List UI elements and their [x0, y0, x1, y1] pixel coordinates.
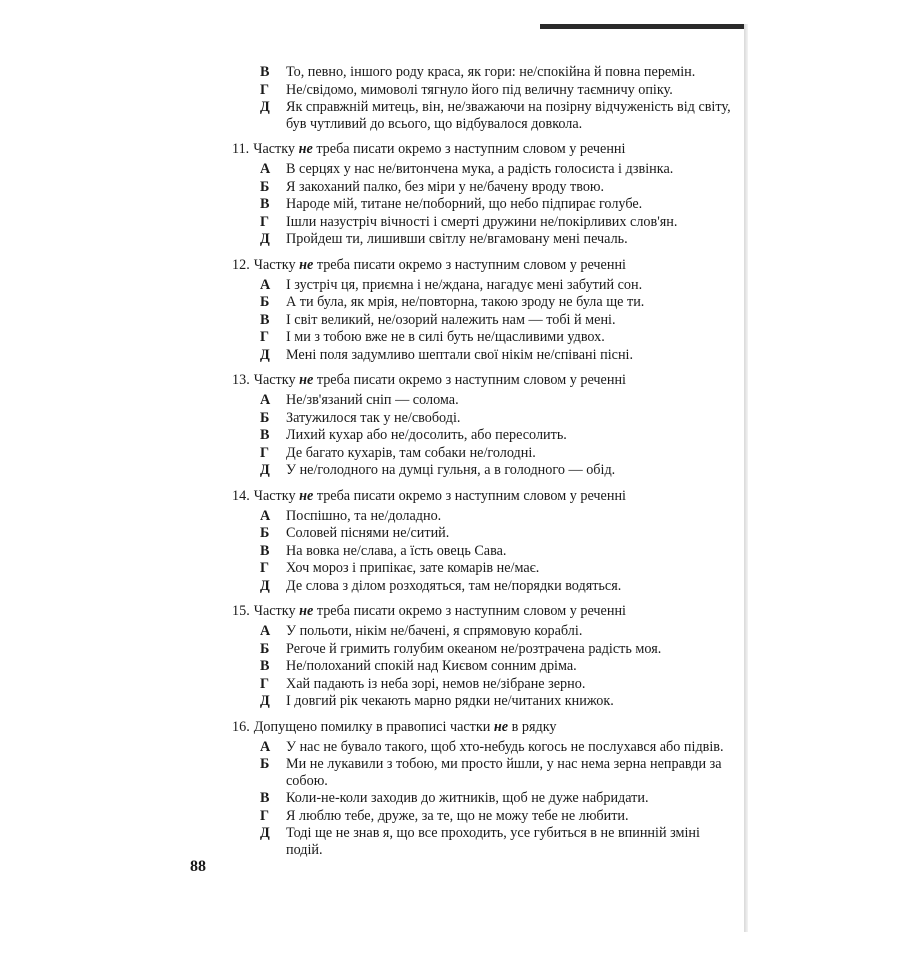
question-particle: не: [299, 487, 314, 504]
option-row: [260, 808, 737, 825]
option-text: Не/свідомо, мимоволі тягнуло його під величну таємничу опіку.: [286, 81, 673, 98]
option-letter: Г: [260, 807, 270, 824]
option-row: [260, 277, 737, 294]
option-text: На вовка не/слава, а їсть овець Сава.: [286, 542, 507, 559]
question-block: [232, 488, 737, 595]
option-text: Хоч мороз і припікає, зате комарів не/має.: [286, 560, 540, 576]
option-letter: В: [260, 658, 270, 674]
option-letter: Б: [260, 525, 270, 541]
option-text: Ішли назустріч вічності і смерті дружини не/покірливих слов'ян.: [286, 213, 678, 230]
question-particle: не: [493, 718, 509, 735]
question-prompt: [232, 141, 737, 158]
question-number: 13.: [232, 372, 250, 388]
question-particle: не: [299, 603, 314, 619]
option-letter: В: [260, 311, 270, 328]
option-letter: В: [260, 427, 270, 443]
option-letter: Д: [260, 693, 270, 709]
option-row: [260, 214, 737, 231]
question-block: [232, 372, 737, 479]
option-letter: Б: [260, 178, 270, 195]
option-row: [260, 462, 737, 479]
option-letter: Г: [260, 675, 270, 692]
option-text: А ти була, як мрія, не/повторна, такою зроду не була ще ти.: [286, 294, 645, 310]
option-row: [260, 756, 737, 789]
question-prompt: [232, 257, 737, 274]
option-text: Я закоханий палко, без міри у не/бачену вроду твою.: [286, 178, 605, 195]
option-letter: А: [260, 392, 271, 408]
question-block: [232, 603, 737, 710]
option-row: [260, 825, 737, 858]
question-block: [232, 719, 737, 859]
option-text: У не/голодного на думці гульня, а в голодного — обід.: [286, 462, 616, 478]
option-letter: Д: [260, 462, 270, 478]
option-letter: Б: [260, 640, 270, 657]
option-text: У нас не бувало такого, щоб хто-небудь когось не послухався або підвів.: [286, 738, 724, 755]
option-row: [260, 312, 737, 329]
option-text: Хай падають із неба зорі, немов не/зібране зерно.: [286, 675, 586, 692]
option-text: Коли-не-коли заходив до житників, щоб не дуже набридати.: [286, 790, 649, 806]
option-text: Як справжній митець, він, не/зважаючи на позірну відчуженість від світу, був чутливий до всього, що відбувалося довкола.: [286, 99, 731, 132]
option-letter: Д: [260, 825, 270, 841]
option-letter: Г: [260, 560, 270, 576]
option-text: В серцях у нас не/витончена мука, а радість голосиста і дзвінка.: [286, 161, 674, 177]
option-text: Я люблю тебе, друже, за те, що не можу тебе не любити.: [286, 807, 629, 824]
option-row: [260, 508, 737, 525]
option-letter: Б: [260, 294, 270, 310]
option-letter: В: [260, 196, 270, 212]
option-text: І довгий рік чекають марно рядки не/читаних книжок.: [286, 693, 614, 709]
option-letter: А: [260, 738, 271, 755]
question-prompt: [232, 488, 737, 505]
option-row: [260, 543, 737, 560]
option-text: Мені поля задумливо шептали свої нікім не/співані пісні.: [286, 346, 634, 363]
question-prompt: [232, 719, 737, 736]
option-letter: А: [260, 161, 271, 177]
option-text: Де слова з ділом розходяться, там не/порядки водяться.: [286, 577, 622, 594]
options-list: [260, 392, 737, 479]
option-row: [260, 294, 737, 311]
question-text-pre: Частку: [253, 141, 296, 157]
option-text: Поспішно, та не/доладно.: [286, 507, 442, 524]
option-row: [260, 623, 737, 640]
option-text: І ми з тобою вже не в силі буть не/щасливими удвох.: [286, 329, 605, 345]
question-text-pre: Частку: [253, 372, 296, 388]
questions-list: [232, 141, 737, 858]
option-text: Де багато кухарів, там собаки не/голодні.: [286, 444, 536, 461]
question-text-post: треба писати окремо з наступним словом у реченні: [316, 256, 626, 273]
option-row: [260, 179, 737, 196]
options-list: [260, 623, 737, 710]
option-letter: А: [260, 623, 271, 639]
option-letter: Г: [260, 329, 270, 345]
question-prompt: [232, 603, 737, 620]
question-number: 14.: [232, 487, 250, 504]
options-list: [260, 508, 737, 595]
option-row: [260, 82, 737, 99]
option-row: [260, 64, 737, 81]
option-text: Регоче й гримить голубим океаном не/розтрачена радість моя.: [286, 640, 662, 657]
option-row: [260, 347, 737, 364]
option-text: Народе мій, титане не/поборний, що небо підпирає голубе.: [286, 196, 643, 212]
option-row: [260, 329, 737, 346]
option-row: [260, 231, 737, 248]
options-list: [260, 277, 737, 364]
question-text-post: в рядку: [511, 718, 557, 735]
option-row: [260, 693, 737, 710]
option-row: [260, 658, 737, 675]
option-text: Лихий кухар або не/досолить, або пересолить.: [286, 427, 567, 443]
option-row: [260, 161, 737, 178]
option-letter: Д: [260, 346, 270, 363]
option-row: [260, 410, 737, 427]
option-letter: В: [260, 64, 270, 80]
page-content: [232, 64, 737, 859]
option-text: У польоти, нікім не/бачені, я спрямовую кораблі.: [286, 623, 583, 639]
page-top-bar: [540, 24, 744, 29]
option-letter: Д: [260, 231, 270, 247]
option-row: [260, 392, 737, 409]
option-row: [260, 578, 737, 595]
options-list: [260, 739, 737, 859]
option-row: [260, 525, 737, 542]
option-row: [260, 790, 737, 807]
option-letter: Д: [260, 577, 270, 594]
option-letter: Д: [260, 99, 270, 115]
option-row: [260, 427, 737, 444]
option-text: Затужилося так у не/свободі.: [286, 409, 461, 426]
options-list: [260, 161, 737, 248]
page-edge-shadow: [744, 24, 748, 932]
option-letter: Г: [260, 81, 270, 98]
question-text-post: треба писати окремо з наступним словом у реченні: [316, 372, 626, 388]
question-text-pre: Частку: [253, 256, 296, 273]
option-text: Тоді ще не знав я, що все проходить, усе губиться в не впинній зміні подій.: [286, 825, 700, 858]
question-text-post: треба писати окремо з наступним словом у реченні: [316, 141, 626, 157]
option-letter: Г: [260, 213, 270, 230]
question-text-pre: Частку: [253, 603, 296, 619]
option-letter: В: [260, 542, 270, 559]
question-block: [232, 141, 737, 248]
question-block: [232, 257, 737, 364]
option-letter: А: [260, 276, 271, 293]
question-text-pre: Допущено помилку в правописі частки: [253, 718, 491, 735]
question-number: 11.: [232, 141, 250, 157]
question-number: 15.: [232, 603, 250, 619]
option-row: [260, 676, 737, 693]
page-number: 88: [190, 858, 206, 875]
option-letter: Б: [260, 756, 270, 772]
question-number: 12.: [232, 256, 250, 273]
question-number: 16.: [232, 718, 250, 735]
option-text: І зустріч ця, приємна і не/ждана, нагадує мені забутий сон.: [286, 276, 643, 293]
option-text: То, певно, іншого роду краса, як гори: не/спокійна й повна перемін.: [286, 64, 696, 80]
question-text-post: треба писати окремо з наступним словом у реченні: [316, 603, 626, 619]
option-row: [260, 739, 737, 756]
option-row: [260, 560, 737, 577]
question-text-post: треба писати окремо з наступним словом у реченні: [316, 487, 626, 504]
option-row: [260, 641, 737, 658]
question-particle: не: [299, 372, 314, 388]
question-particle: не: [298, 141, 313, 157]
option-row: [260, 99, 737, 132]
question-particle: не: [299, 256, 314, 273]
option-letter: Б: [260, 409, 270, 426]
option-row: [260, 445, 737, 462]
option-row: [260, 196, 737, 213]
option-letter: Г: [260, 444, 270, 461]
option-letter: А: [260, 507, 271, 524]
option-text: Соловей піснями не/ситий.: [286, 525, 450, 541]
continued-options: [232, 64, 737, 132]
option-text: Не/полоханий спокій над Києвом сонним дріма.: [286, 658, 577, 674]
option-letter: В: [260, 790, 270, 806]
question-prompt: [232, 372, 737, 389]
option-text: Не/зв'язаний сніп — солома.: [286, 392, 459, 408]
option-text: Ми не лукавили з тобою, ми просто йшли, у нас нема зерна неправди за собою.: [286, 756, 722, 789]
question-text-pre: Частку: [253, 487, 296, 504]
option-text: І світ великий, не/озорий належить нам — тобі й мені.: [286, 311, 616, 328]
option-text: Пройдеш ти, лишивши світлу не/вгамовану мені печаль.: [286, 231, 628, 247]
